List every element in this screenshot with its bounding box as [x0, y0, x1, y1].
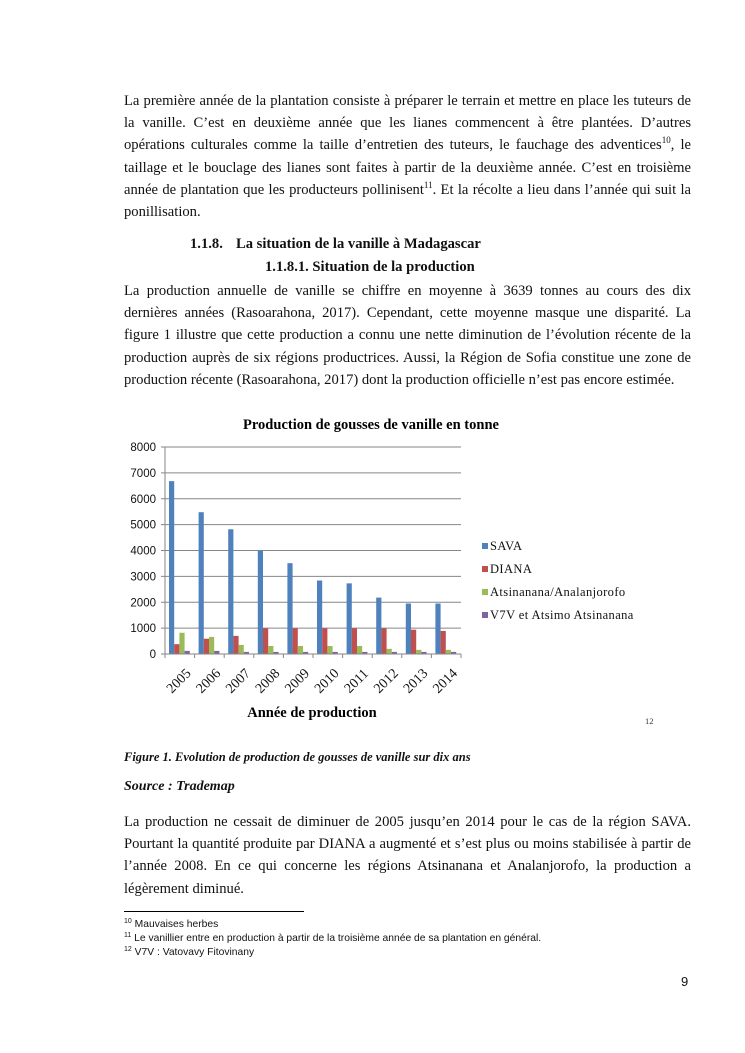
- chart-legend: [482, 539, 634, 622]
- legend-label: SAVA: [490, 539, 523, 553]
- bar-sava-2014: [435, 604, 440, 654]
- bar-sava-2009: [287, 563, 292, 654]
- intro-text-3: . Et la récolte a lieu dans l’année qui suit la ponillisation.: [124, 181, 691, 221]
- bar-diana-2010: [322, 628, 327, 654]
- bar-diana-2005: [174, 644, 179, 654]
- legend-swatch: [482, 589, 488, 595]
- x-tick-label: 2011: [341, 666, 372, 697]
- y-tick-label: 3000: [130, 571, 156, 584]
- bar-atsinanana-analanjorofo-2012: [387, 649, 392, 654]
- y-tick-label: 4000: [130, 545, 156, 558]
- legend-label: V7V et Atsimo Atsinanana: [490, 608, 634, 622]
- legend-swatch: [482, 612, 488, 618]
- analysis-paragraph: La production ne cessait de diminuer de 2005 jusqu’en 2014 pour le cas de la région SAVA. Pourtant la quantité produite par DIANA a augmenté et s’est plus ou moins stabilisée à partir de l’année 2008. En ce qui concerne les régions Atsinanana et Analanjorofo, la production a légèrement diminué.: [124, 814, 691, 897]
- legend-swatch: [482, 543, 488, 549]
- footnote-number: 10: [124, 918, 132, 925]
- x-tick-label: 2006: [193, 666, 225, 697]
- bar-sava-2006: [199, 512, 204, 654]
- x-tick-label: 2009: [282, 666, 313, 697]
- legend-label: Atsinanana/Analanjorofo: [490, 585, 626, 599]
- footnote-text: Mauvaises herbes: [134, 919, 219, 930]
- bar-sava-2010: [317, 581, 322, 654]
- x-tick-label: 2008: [252, 666, 284, 697]
- y-tick-label: 0: [149, 649, 156, 661]
- bar-atsinanana-analanjorofo-2006: [209, 637, 214, 654]
- bar-diana-2006: [204, 639, 209, 654]
- y-tick-label: 8000: [130, 442, 156, 454]
- bar-sava-2008: [258, 551, 263, 654]
- production-paragraph: La production annuelle de vanille se chiffre en moyenne à 3639 tonnes au cours des dix dernières années (Rasoarahona, 2017). Cependant, cette moyenne masque une disparité. La figure 1 illustre que cette production a connu une nette diminution de l’évolution récente de la production auprès de six régions productrices. Aussi, la Région de Sofia constitue une zone de production récente (Rasoarahona, 2017) dont la production officielle n’est pas encore estimée.: [124, 283, 691, 388]
- bar-diana-2012: [381, 628, 386, 654]
- legend-swatch: [482, 566, 488, 572]
- footnote-number: 11: [124, 932, 132, 939]
- production-bar-chart: [120, 410, 660, 720]
- footnote-divider: [124, 911, 304, 912]
- section-heading: [190, 236, 481, 253]
- x-tick-label: 2010: [312, 666, 343, 697]
- intro-text-2: , le taillage et le bouclage des lianes sont faites à partir de la deuxième année. C’est en troisième année de plantation que les producteurs pollinisent: [124, 137, 691, 198]
- page-number: 9: [681, 974, 689, 989]
- footnote-text: V7V : Vatovavy Fitovinany: [134, 947, 255, 958]
- section-title: La situation de la vanille à Madagascar: [236, 236, 481, 252]
- bar-atsinanana-analanjorofo-2005: [179, 633, 184, 654]
- x-tick-label: 2005: [164, 666, 195, 697]
- intro-text-1: La première année de la plantation consiste à préparer le terrain et mettre en place les tuteurs de la vanille. C’est en deuxième année que les lianes commencent à être plantées. D’autres opérations culturales comme la taille d’entretien des tuteurs, le fauchage des adventices: [124, 93, 691, 154]
- bar-diana-2011: [352, 628, 357, 654]
- footnote-marker-12: 12: [645, 716, 654, 726]
- footnote-12: [124, 946, 254, 959]
- bar-diana-2007: [233, 636, 238, 654]
- footnote-11: [124, 932, 541, 945]
- bar-diana-2013: [411, 630, 416, 654]
- figure-caption: Figure 1. Evolution de production de gousses de vanille sur dix ans: [124, 750, 471, 764]
- y-tick-label: 2000: [130, 597, 156, 610]
- footnote-10: [124, 918, 218, 931]
- source-caption: Source : Trademap: [124, 779, 235, 794]
- x-tick-label: 2007: [223, 666, 254, 697]
- chart-title: Production de gousses de vanille en tonne: [243, 417, 499, 433]
- bar-sava-2005: [169, 481, 174, 654]
- bar-diana-2009: [293, 628, 298, 654]
- y-tick-label: 1000: [130, 623, 156, 636]
- bar-sava-2011: [347, 583, 352, 654]
- bar-atsinanana-analanjorofo-2007: [239, 645, 244, 654]
- y-axis-ticks: [130, 442, 165, 661]
- chart-gridlines: [165, 447, 461, 628]
- x-tick-label: 2012: [371, 666, 402, 697]
- footnote-ref-11[interactable]: 11: [423, 179, 433, 190]
- bar-atsinanana-analanjorofo-2014: [446, 650, 451, 654]
- bar-atsinanana-analanjorofo-2008: [268, 646, 273, 654]
- bar-atsinanana-analanjorofo-2010: [327, 646, 332, 654]
- bar-diana-2008: [263, 628, 268, 654]
- footnote-number: 12: [124, 946, 132, 953]
- subsection-heading: 1.1.8.1. Situation de la production: [265, 259, 475, 275]
- bar-sava-2013: [406, 604, 411, 654]
- bar-sava-2012: [376, 598, 381, 654]
- legend-label: DIANA: [490, 562, 533, 576]
- bar-sava-2007: [228, 529, 233, 654]
- x-tick-label: 2014: [430, 666, 461, 697]
- y-tick-label: 7000: [130, 467, 156, 480]
- x-axis-ticks: [164, 654, 461, 697]
- section-number: 1.1.8.: [190, 236, 223, 252]
- bar-diana-2014: [441, 631, 446, 654]
- x-axis-label: Année de production: [247, 705, 377, 720]
- intro-paragraph: [124, 90, 691, 223]
- bar-atsinanana-analanjorofo-2011: [357, 646, 362, 654]
- x-tick-label: 2013: [400, 666, 432, 697]
- bar-atsinanana-analanjorofo-2009: [298, 646, 303, 654]
- y-tick-label: 5000: [130, 519, 156, 532]
- footnote-ref-10[interactable]: 10: [661, 135, 671, 146]
- bar-atsinanana-analanjorofo-2013: [416, 650, 421, 654]
- footnote-text: Le vanillier entre en production à partir de la troisième année de sa plantation en général.: [134, 933, 542, 944]
- y-tick-label: 6000: [130, 493, 156, 506]
